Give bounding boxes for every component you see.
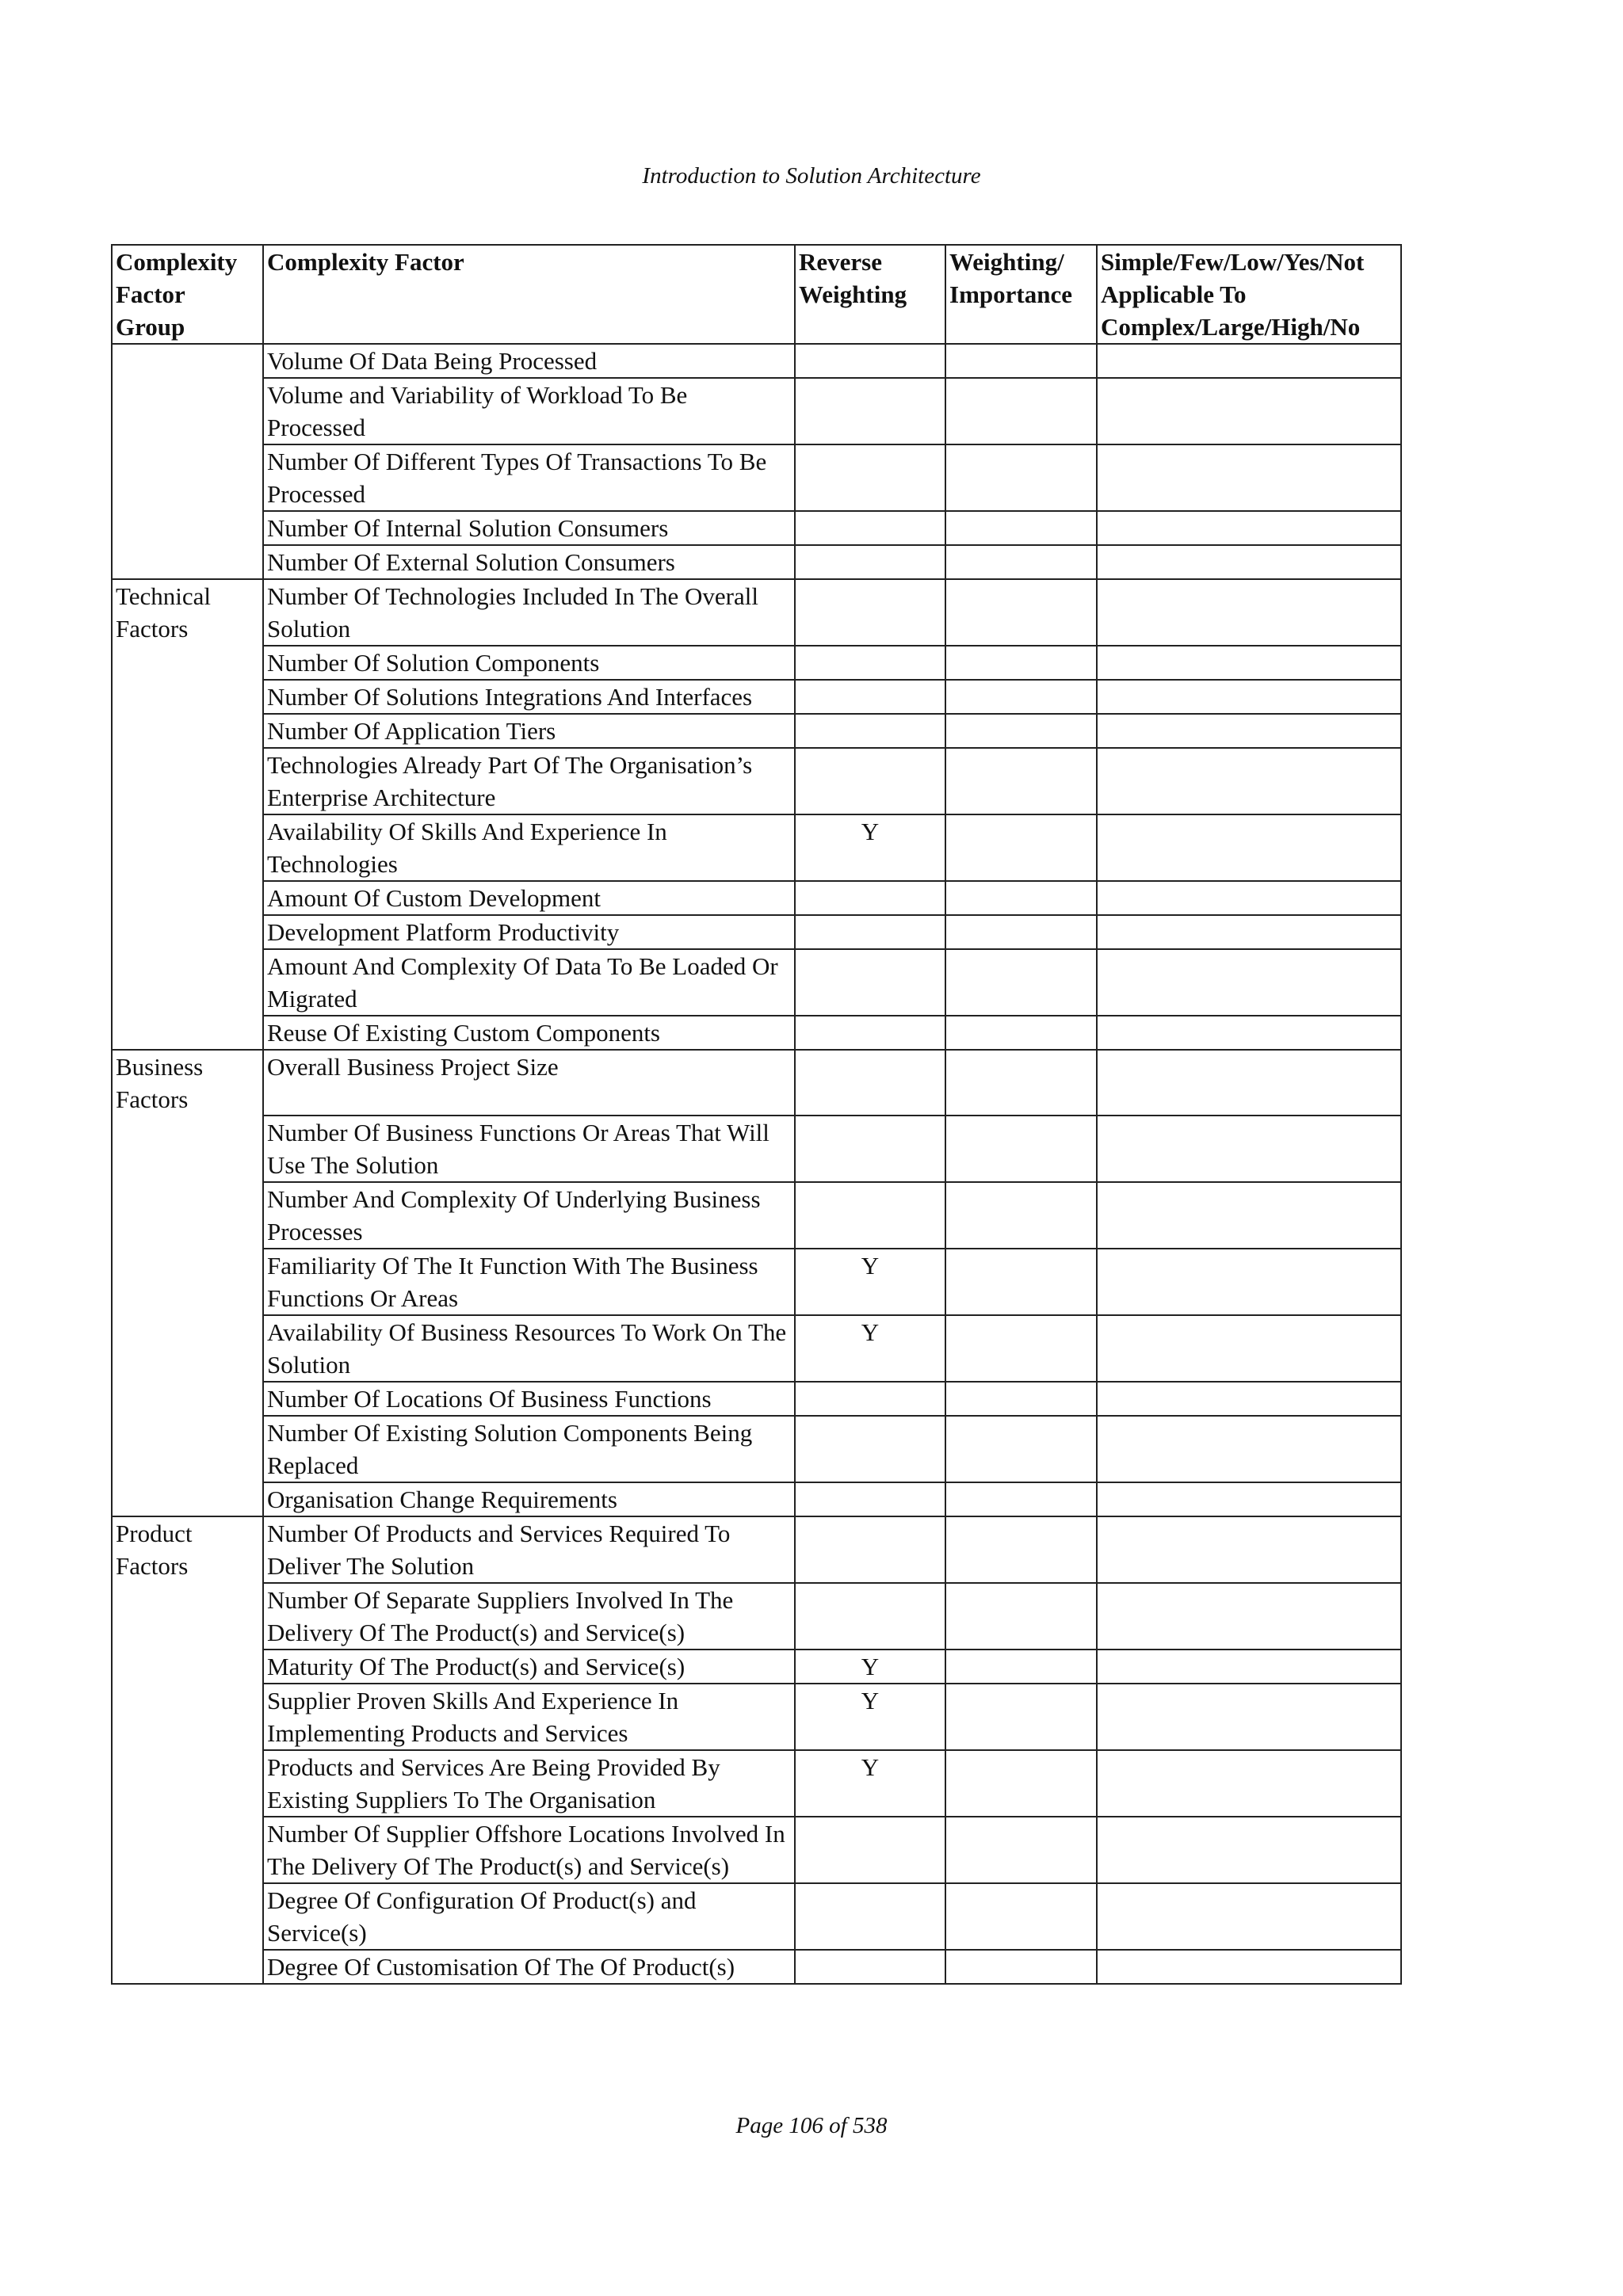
group-cell bbox=[112, 1315, 263, 1382]
table-row bbox=[112, 444, 1401, 511]
factor-cell: Overall Business Project Size bbox=[263, 1050, 795, 1116]
group-cell: Technical Factors bbox=[112, 579, 263, 646]
table-row bbox=[112, 1016, 1401, 1050]
table-row bbox=[112, 1650, 1401, 1684]
group-cell bbox=[112, 680, 263, 714]
factor-cell: Number Of Technologies Included In The Overall Solution bbox=[263, 579, 795, 646]
reverse-weighting-cell bbox=[795, 1382, 945, 1416]
table-row bbox=[112, 545, 1401, 579]
table-row bbox=[112, 646, 1401, 680]
scale-cell bbox=[1097, 1382, 1401, 1416]
factor-cell: Amount And Complexity Of Data To Be Loaded Or Migrated bbox=[263, 949, 795, 1016]
table-row bbox=[112, 344, 1401, 378]
table-row bbox=[112, 949, 1401, 1016]
reverse-weighting-cell bbox=[795, 881, 945, 915]
group-cell bbox=[112, 949, 263, 1016]
table-row bbox=[112, 1950, 1401, 1984]
scale-cell bbox=[1097, 680, 1401, 714]
factor-cell: Number Of Internal Solution Consumers bbox=[263, 511, 795, 545]
scale-cell bbox=[1097, 1482, 1401, 1516]
weighting-cell bbox=[945, 444, 1097, 511]
group-cell bbox=[112, 881, 263, 915]
reverse-weighting-cell bbox=[795, 1050, 945, 1116]
group-cell bbox=[112, 814, 263, 881]
scale-cell bbox=[1097, 1750, 1401, 1817]
column-header-reverse-weighting: Reverse Weighting bbox=[795, 245, 945, 344]
group-cell bbox=[112, 1750, 263, 1817]
weighting-cell bbox=[945, 1315, 1097, 1382]
weighting-cell bbox=[945, 1016, 1097, 1050]
weighting-cell bbox=[945, 1182, 1097, 1249]
factor-cell: Number Of Products and Services Required To Deliver The Solution bbox=[263, 1516, 795, 1583]
reverse-weighting-cell bbox=[795, 646, 945, 680]
factor-cell: Number Of External Solution Consumers bbox=[263, 545, 795, 579]
factor-cell: Availability Of Business Resources To Work On The Solution bbox=[263, 1315, 795, 1382]
scale-cell bbox=[1097, 915, 1401, 949]
weighting-cell bbox=[945, 1416, 1097, 1482]
reverse-weighting-cell bbox=[795, 1817, 945, 1883]
scale-cell bbox=[1097, 1249, 1401, 1315]
factor-cell: Number Of Application Tiers bbox=[263, 714, 795, 748]
column-header-scale: Simple/Few/Low/Yes/Not Applicable To Complex/Large/High/No bbox=[1097, 245, 1401, 344]
group-cell bbox=[112, 646, 263, 680]
scale-cell bbox=[1097, 1650, 1401, 1684]
scale-cell bbox=[1097, 1583, 1401, 1650]
group-cell bbox=[112, 511, 263, 545]
group-cell bbox=[112, 1249, 263, 1315]
scale-cell bbox=[1097, 714, 1401, 748]
weighting-cell bbox=[945, 680, 1097, 714]
weighting-cell bbox=[945, 1382, 1097, 1416]
column-header-weighting-importance: Weighting/ Importance bbox=[945, 245, 1097, 344]
reverse-weighting-cell bbox=[795, 1883, 945, 1950]
factor-cell: Number Of Locations Of Business Functions bbox=[263, 1382, 795, 1416]
reverse-weighting-cell bbox=[795, 579, 945, 646]
reverse-weighting-cell bbox=[795, 1182, 945, 1249]
factor-cell: Number Of Existing Solution Components Being Replaced bbox=[263, 1416, 795, 1482]
factor-cell: Number Of Solutions Integrations And Interfaces bbox=[263, 680, 795, 714]
table-row bbox=[112, 748, 1401, 814]
weighting-cell bbox=[945, 1583, 1097, 1650]
factor-cell: Development Platform Productivity bbox=[263, 915, 795, 949]
complexity-factors-table bbox=[111, 244, 1402, 1985]
factor-cell: Number Of Business Functions Or Areas That Will Use The Solution bbox=[263, 1116, 795, 1182]
table-row bbox=[112, 1583, 1401, 1650]
reverse-weighting-cell bbox=[795, 444, 945, 511]
reverse-weighting-cell: Y bbox=[795, 1315, 945, 1382]
weighting-cell bbox=[945, 949, 1097, 1016]
scale-cell bbox=[1097, 1684, 1401, 1750]
table-row bbox=[112, 1182, 1401, 1249]
weighting-cell bbox=[945, 545, 1097, 579]
weighting-cell bbox=[945, 1482, 1097, 1516]
weighting-cell bbox=[945, 915, 1097, 949]
table-row bbox=[112, 915, 1401, 949]
reverse-weighting-cell bbox=[795, 378, 945, 444]
factor-cell: Number Of Supplier Offshore Locations Involved In The Delivery Of The Product(s) and Service(s) bbox=[263, 1817, 795, 1883]
group-cell: Product Factors bbox=[112, 1516, 263, 1583]
group-cell bbox=[112, 1016, 263, 1050]
group-cell: Business Factors bbox=[112, 1050, 263, 1116]
table-row bbox=[112, 1750, 1401, 1817]
table-row bbox=[112, 511, 1401, 545]
scale-cell bbox=[1097, 881, 1401, 915]
reverse-weighting-cell: Y bbox=[795, 1750, 945, 1817]
factor-cell: Organisation Change Requirements bbox=[263, 1482, 795, 1516]
reverse-weighting-cell bbox=[795, 1516, 945, 1583]
weighting-cell bbox=[945, 1684, 1097, 1750]
group-cell bbox=[112, 1684, 263, 1750]
factor-cell: Number Of Solution Components bbox=[263, 646, 795, 680]
weighting-cell bbox=[945, 1650, 1097, 1684]
table-row bbox=[112, 1116, 1401, 1182]
reverse-weighting-cell bbox=[795, 680, 945, 714]
group-cell bbox=[112, 1116, 263, 1182]
group-cell bbox=[112, 748, 263, 814]
weighting-cell bbox=[945, 646, 1097, 680]
group-cell bbox=[112, 1817, 263, 1883]
scale-cell bbox=[1097, 545, 1401, 579]
table-row bbox=[112, 1482, 1401, 1516]
group-cell bbox=[112, 915, 263, 949]
table-body bbox=[112, 344, 1401, 1984]
weighting-cell bbox=[945, 1817, 1097, 1883]
table-row bbox=[112, 1883, 1401, 1950]
reverse-weighting-cell bbox=[795, 949, 945, 1016]
scale-cell bbox=[1097, 1516, 1401, 1583]
reverse-weighting-cell bbox=[795, 1116, 945, 1182]
weighting-cell bbox=[945, 344, 1097, 378]
scale-cell bbox=[1097, 1050, 1401, 1116]
scale-cell bbox=[1097, 949, 1401, 1016]
group-cell bbox=[112, 378, 263, 444]
scale-cell bbox=[1097, 1416, 1401, 1482]
scale-cell bbox=[1097, 378, 1401, 444]
weighting-cell bbox=[945, 881, 1097, 915]
group-cell bbox=[112, 1650, 263, 1684]
reverse-weighting-cell bbox=[795, 1482, 945, 1516]
weighting-cell bbox=[945, 1050, 1097, 1116]
scale-cell bbox=[1097, 646, 1401, 680]
scale-cell bbox=[1097, 1116, 1401, 1182]
table-row bbox=[112, 680, 1401, 714]
reverse-weighting-cell bbox=[795, 1583, 945, 1650]
table-row bbox=[112, 1382, 1401, 1416]
scale-cell bbox=[1097, 511, 1401, 545]
reverse-weighting-cell bbox=[795, 915, 945, 949]
weighting-cell bbox=[945, 378, 1097, 444]
reverse-weighting-cell bbox=[795, 344, 945, 378]
scale-cell bbox=[1097, 1883, 1401, 1950]
factor-cell: Degree Of Customisation Of The Of Product(s) bbox=[263, 1950, 795, 1984]
column-header-factor: Complexity Factor bbox=[263, 245, 795, 344]
scale-cell bbox=[1097, 1016, 1401, 1050]
scale-cell bbox=[1097, 1182, 1401, 1249]
group-cell bbox=[112, 1182, 263, 1249]
reverse-weighting-cell bbox=[795, 545, 945, 579]
weighting-cell bbox=[945, 511, 1097, 545]
table-row bbox=[112, 1684, 1401, 1750]
factor-cell: Volume Of Data Being Processed bbox=[263, 344, 795, 378]
weighting-cell bbox=[945, 1249, 1097, 1315]
scale-cell bbox=[1097, 1817, 1401, 1883]
group-cell bbox=[112, 714, 263, 748]
weighting-cell bbox=[945, 1750, 1097, 1817]
column-header-group: Complexity Factor Group bbox=[112, 245, 263, 344]
scale-cell bbox=[1097, 814, 1401, 881]
reverse-weighting-cell: Y bbox=[795, 1650, 945, 1684]
weighting-cell bbox=[945, 1516, 1097, 1583]
group-cell bbox=[112, 1950, 263, 1984]
table-row bbox=[112, 1050, 1401, 1116]
group-cell bbox=[112, 1382, 263, 1416]
group-cell bbox=[112, 1416, 263, 1482]
reverse-weighting-cell: Y bbox=[795, 814, 945, 881]
scale-cell bbox=[1097, 1315, 1401, 1382]
table-row bbox=[112, 814, 1401, 881]
reverse-weighting-cell bbox=[795, 1016, 945, 1050]
page-number: Page 106 of 538 bbox=[735, 2113, 888, 2138]
factor-cell: Products and Services Are Being Provided By Existing Suppliers To The Organisation bbox=[263, 1750, 795, 1817]
reverse-weighting-cell: Y bbox=[795, 1684, 945, 1750]
table-row bbox=[112, 1249, 1401, 1315]
weighting-cell bbox=[945, 579, 1097, 646]
table-row bbox=[112, 714, 1401, 748]
factor-cell: Volume and Variability of Workload To Be Processed bbox=[263, 378, 795, 444]
scale-cell bbox=[1097, 748, 1401, 814]
group-cell bbox=[112, 1583, 263, 1650]
weighting-cell bbox=[945, 814, 1097, 881]
reverse-weighting-cell: Y bbox=[795, 1249, 945, 1315]
factor-cell: Supplier Proven Skills And Experience In Implementing Products and Services bbox=[263, 1684, 795, 1750]
weighting-cell bbox=[945, 714, 1097, 748]
weighting-cell bbox=[945, 1883, 1097, 1950]
table-row bbox=[112, 1817, 1401, 1883]
factor-cell: Amount Of Custom Development bbox=[263, 881, 795, 915]
factor-cell: Reuse Of Existing Custom Components bbox=[263, 1016, 795, 1050]
reverse-weighting-cell bbox=[795, 511, 945, 545]
table-row bbox=[112, 1416, 1401, 1482]
header-row bbox=[112, 245, 1401, 344]
scale-cell bbox=[1097, 344, 1401, 378]
table-row bbox=[112, 881, 1401, 915]
scale-cell bbox=[1097, 1950, 1401, 1984]
weighting-cell bbox=[945, 748, 1097, 814]
weighting-cell bbox=[945, 1950, 1097, 1984]
reverse-weighting-cell bbox=[795, 1416, 945, 1482]
table-row bbox=[112, 1516, 1401, 1583]
group-cell bbox=[112, 545, 263, 579]
reverse-weighting-cell bbox=[795, 714, 945, 748]
table-row bbox=[112, 579, 1401, 646]
factor-cell: Number Of Separate Suppliers Involved In The Delivery Of The Product(s) and Service(s) bbox=[263, 1583, 795, 1650]
factor-cell: Technologies Already Part Of The Organisation’s Enterprise Architecture bbox=[263, 748, 795, 814]
group-cell bbox=[112, 444, 263, 511]
group-cell bbox=[112, 344, 263, 378]
factor-cell: Number Of Different Types Of Transactions To Be Processed bbox=[263, 444, 795, 511]
reverse-weighting-cell bbox=[795, 1950, 945, 1984]
weighting-cell bbox=[945, 1116, 1097, 1182]
factor-cell: Degree Of Configuration Of Product(s) and Service(s) bbox=[263, 1883, 795, 1950]
factor-cell: Availability Of Skills And Experience In Technologies bbox=[263, 814, 795, 881]
scale-cell bbox=[1097, 579, 1401, 646]
group-cell bbox=[112, 1883, 263, 1950]
factor-cell: Number And Complexity Of Underlying Business Processes bbox=[263, 1182, 795, 1249]
table-row bbox=[112, 378, 1401, 444]
group-cell bbox=[112, 1482, 263, 1516]
reverse-weighting-cell bbox=[795, 748, 945, 814]
scale-cell bbox=[1097, 444, 1401, 511]
factor-cell: Maturity Of The Product(s) and Service(s) bbox=[263, 1650, 795, 1684]
factor-cell: Familiarity Of The It Function With The Business Functions Or Areas bbox=[263, 1249, 795, 1315]
table-header bbox=[112, 245, 1401, 344]
table-row bbox=[112, 1315, 1401, 1382]
running-head: Introduction to Solution Architecture bbox=[642, 163, 981, 189]
